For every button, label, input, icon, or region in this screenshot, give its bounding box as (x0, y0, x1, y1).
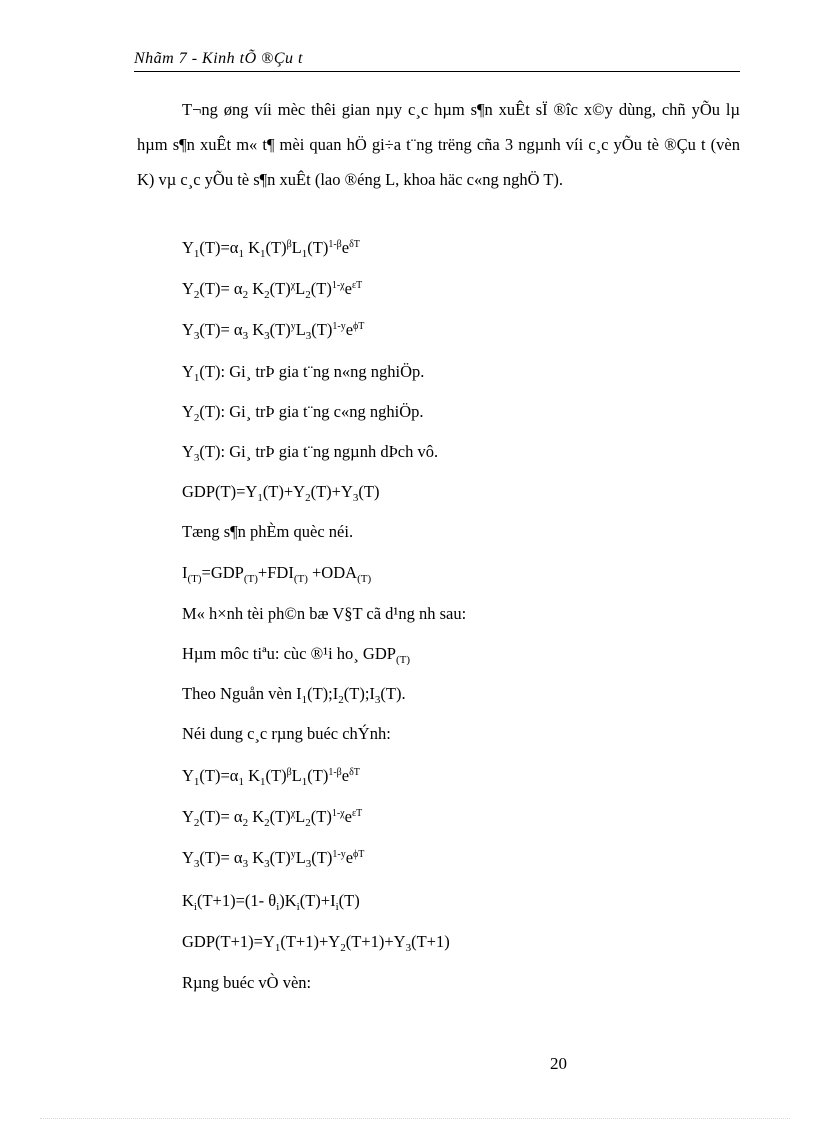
capital-accumulation-equation: $K_i(T+1)=(1-$ $\theta_i)K_i(T)+I_i(T)$ (182, 891, 360, 913)
objective-function: Hµm môc tiªu: cùc ®¹i ho¸ $GDP_{(T)}$ (182, 644, 410, 666)
constraint-equation-y3: $Y_3(T)= \alpha_3$ $K_3(T)^yL_3(T)^{1-y}e^{\phi T}$ (182, 848, 365, 870)
constraint-equation-y1: $Y_1(T)=\alpha_1$ $K_1(T)^\beta L_1(T)^{1-\beta}e^{\delta T}$ (182, 766, 360, 788)
investment-equation: $I_{(T)}=GDP_{(T)}+FDI_{(T)} +ODA_{(T)}$ (182, 563, 372, 585)
page-header-title: Nhãm 7 - Kinh tÕ ®Çu t (134, 50, 303, 67)
constraint-equation-y2: $Y_2(T)= \alpha_2$ $K_2(T)^\chi L_2(T)^{1-\chi}e^{\varepsilon T}$ (182, 807, 363, 829)
constraints-title: Néi dung c¸c rµng buéc chÝnh: (182, 724, 391, 743)
gdp-next-period-equation: $GDP(T+1)=Y_1(T+1)+Y_2(T+1)+Y_3(T+1)$ (182, 932, 450, 954)
intro-paragraph (137, 92, 740, 197)
definition-y1: $Y_1(T)$: Gi¸ trÞ gia t¨ng n«ng nghiÖp. (182, 362, 425, 384)
header-rule (134, 71, 740, 72)
model-intro: M« h×nh tèi ph©n bæ V§T cã d¹ng nh sau: (182, 604, 467, 623)
footer-divider (40, 1118, 790, 1119)
gdp-definition: Tæng s¶n phÈm quèc néi. (182, 522, 354, 541)
intro-text: T¬ng øng víi mèc thêi gian nµy c¸c hµm s¶n xuÊt sÏ ®îc x©y dùng, chñ yÕu lµ hµm s¶n xuÊt m« t¶ mèi quan hÖ gi÷a t¨ng trëng cña 3 ngµnh víi c¸c yÕu tè ®Çu t (vèn K) vµ c¸c yÕu tè s¶n xuÊt (lao ®éng L, khoa häc c«ng nghÖ T). (137, 100, 740, 189)
equation-y3: $Y_3(T)= \alpha_3$ $K_3(T)^yL_3(T)^{1-y}e^{\phi T}$ (182, 320, 365, 342)
definition-y3: $Y_3(T)$: Gi¸ trÞ gia t¨ng ngµnh dÞch vô. (182, 442, 439, 464)
gdp-equation: $GDP(T)=Y_1(T)+Y_2(T)+Y_3(T)$ (182, 482, 380, 504)
page-number: 20 (550, 1054, 567, 1073)
capital-constraint-title: Rµng buéc vÒ vèn: (182, 973, 312, 992)
definition-y2: $Y_2(T)$: Gi¸ trÞ gia t¨ng c«ng nghiÖp. (182, 402, 424, 424)
capital-sources: Theo Nguån vèn $I_1(T);I_2(T);I_3(T)$. (182, 684, 406, 706)
equation-y2: $Y_2(T)= \alpha_2$ $K_2(T)^\chi L_2(T)^{1-\chi}e^{\varepsilon T}$ (182, 279, 363, 301)
equation-y1: $Y_1(T)=\alpha_1$ $K_1(T)^\beta L_1(T)^{1-\beta}e^{\delta T}$ (182, 238, 360, 260)
